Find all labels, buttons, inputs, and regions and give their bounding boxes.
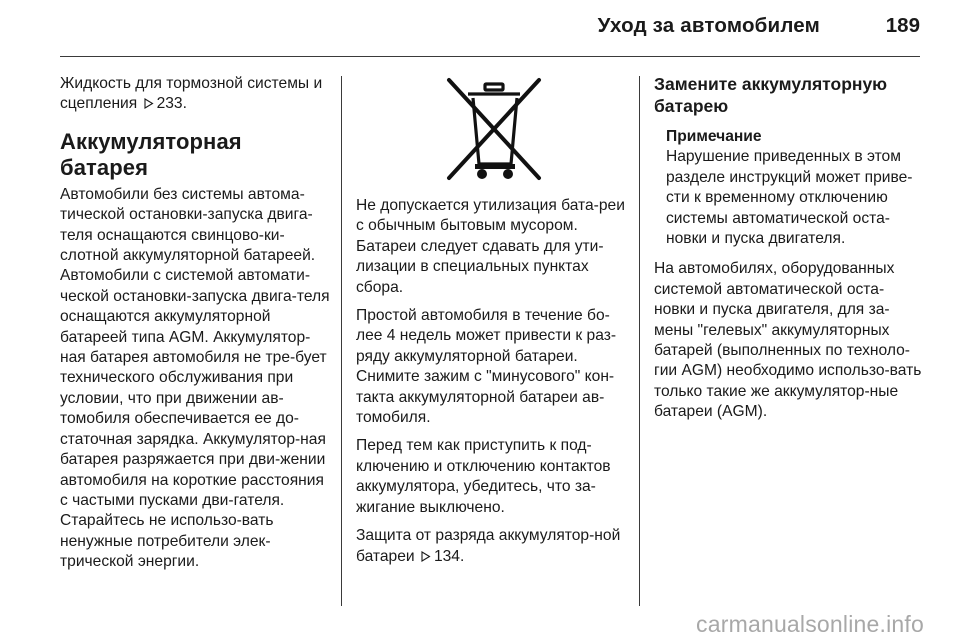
note-title: Примечание	[666, 128, 762, 145]
note-block	[654, 127, 924, 249]
column-middle	[356, 74, 631, 575]
disposal-paragraph: Не допускается утилизация бата-реи с обычным бытовым мусором. Батареи следует сдавать для ути-лизации в специальных пунктах сбора.	[356, 197, 625, 296]
watermark: carmanualsonline.info	[696, 611, 924, 637]
column-divider-left	[341, 76, 342, 606]
page-ref-arrow-icon	[143, 98, 154, 109]
replacement-paragraph: На автомобилях, оборудованных системой автоматической оста-новки и пуска двигателя, для за-мены "гелевых" аккумуляторных батарей (выполненных по техноло-гии AGM) необходимо использо-вать только такие же аккумулятор-ные батареи (AGM).	[654, 260, 922, 421]
page-ref-arrow-icon	[420, 551, 431, 562]
crossed-out-wheelie-bin-icon	[435, 74, 553, 186]
intro-text: Жидкость для тормозной системы и сцепления	[60, 75, 323, 113]
storage-paragraph: Простой автомобиля в течение бо-лее 4 недель может привести к раз-ряду аккумуляторной батареи. Снимите зажим с "минусового" кон-такта аккумуляторной батареи ав-томобиля.	[356, 307, 617, 427]
section-heading-replace-battery: Замените аккумуляторную батарею	[654, 74, 888, 116]
section-heading-battery: Аккумуляторная батарея	[60, 128, 242, 180]
column-left	[60, 74, 330, 581]
note-body: Нарушение приведенных в этом разделе инструкций может приве-сти к временному отключению системы автоматической оста-новки и пуска двигателя.	[666, 148, 913, 248]
page-header-title: Уход за автомобилем	[597, 14, 820, 37]
intro-paragraph	[60, 74, 330, 115]
column-divider-right	[639, 76, 640, 606]
discharge-page-ref[interactable]: 134.	[433, 547, 465, 565]
page-number: 189	[885, 14, 920, 37]
discharge-protection-text: Защита от разряда аккумулятор-ной батареи	[356, 527, 621, 565]
ignition-paragraph: Перед тем как приступить к под-ключению и отключению контактов аккумулятора, убедитесь, что за-жигание выключено.	[356, 437, 611, 516]
intro-page-ref[interactable]: 233.	[156, 95, 187, 113]
header-divider	[60, 56, 920, 57]
battery-body-paragraph: Автомобили без системы автома-тической остановки-запуска двига-теля оснащаются свинцово-ки-слотной аккумуляторной батареей. Автомобили с системой автомати-ческой остановки-запуска двига-теля оснащаются аккумуляторной батареей типа AGM. Аккумулятор-ная батарея автомобиля не тре-бует технического обслуживания при условии, что при движении ав-томобиля обеспечивается ее до-статочная зарядка. Аккумулятор-ная батарея разряжается при дви-жении автомобиля на короткие расстояния с частыми пусками дви-гателя. Старайтесь не использо-вать ненужные потребители элек-трической энергии.	[60, 185, 330, 571]
discharge-protection-paragraph	[356, 526, 631, 567]
column-right	[654, 74, 924, 431]
